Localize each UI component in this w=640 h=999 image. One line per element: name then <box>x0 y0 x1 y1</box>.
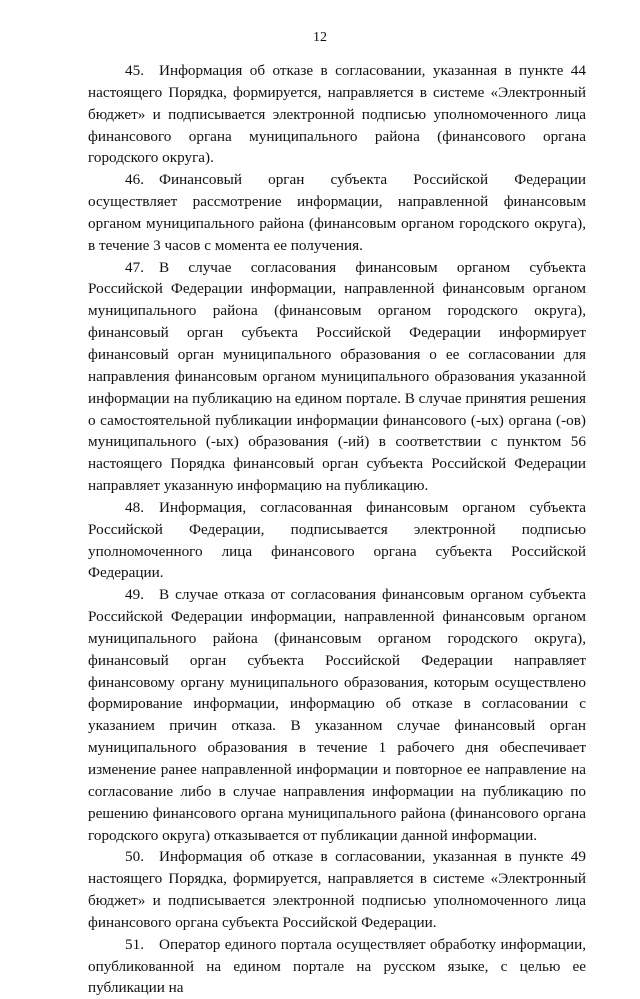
paragraph-text: Финансовый орган субъекта Российской Федерации осуществляет рассмотрение информации, направленной финансовым органом муниципального района (финансовым органом городского округа), в течение 3 часов с момента ее получения. <box>88 171 586 254</box>
paragraph-49 <box>88 584 586 846</box>
paragraph-text: Информация об отказе в согласовании, указанная в пункте 44 настоящего Порядка, формируется, направляется в системе «Электронный бюджет» и подписывается электронной подписью уполномоченного лица финансового органа муниципального района (финансового органа городского округа). <box>88 62 586 167</box>
paragraph-number: 49. <box>125 586 144 604</box>
paragraph-number: 51. <box>125 935 144 953</box>
paragraph-number: 47. <box>125 258 144 276</box>
paragraph-text: В случае согласования финансовым органом субъекта Российской Федерации информации, направленной финансовым органом муниципального района (финансовым органом городского округа), финансовый орган субъекта Российской Федерации информирует финансовый орган муниципального образования о ее согласовании для направления финансовым органом муниципального образования указанной информации на публикацию на едином портале. В случае принятия решения о самостоятельной публикации информации финансового (-ых) органа (-ов) муниципального (-ых) образования (-ий) в соответствии с пунктом 56 настоящего Порядка финансовый орган субъекта Российской Федерации направляет указанную информацию на публикацию. <box>88 258 586 495</box>
document-body <box>88 60 586 999</box>
paragraph-50 <box>88 846 586 933</box>
paragraph-45 <box>88 60 586 169</box>
paragraph-number: 45. <box>125 62 144 79</box>
paragraph-47 <box>88 257 586 497</box>
paragraph-number: 46. <box>125 171 144 189</box>
paragraph-text: Оператор единого портала осуществляет обработку информации, опубликованной на едином портале на русском языке, с целью ее публикации на <box>88 935 586 997</box>
paragraph-text: Информация, согласованная финансовым органом субъекта Российской Федерации, подписывается электронной подписью уполномоченного лица финансового органа субъекта Российской Федерации. <box>88 498 586 582</box>
paragraph-51 <box>88 934 586 999</box>
paragraph-text: Информация об отказе в согласовании, указанная в пункте 49 настоящего Порядка, формируется, направляется в системе «Электронный бюджет» и подписывается электронной подписью уполномоченного лица финансового органа субъекта Российской Федерации. <box>88 848 586 931</box>
paragraph-46 <box>88 169 586 256</box>
page-number: 12 <box>313 30 327 45</box>
paragraph-48 <box>88 497 586 584</box>
paragraph-text: В случае отказа от согласования финансовым органом субъекта Российской Федерации информации, направленной финансовым органом муниципального района (финансовым органом городского округа), финансовый орган субъекта Российской Федерации направляет финансовому органу муниципального образования, которым осуществлено формирование информации, информацию об отказе в согласовании с указанием причин отказа. В указанном случае финансовый орган муниципального образования в течение 1 рабочего дня обеспечивает изменение ранее направленной информации и повторное ее направление на согласование либо в случае направления информации на публикацию по решению финансового органа муниципального района (финансового органа городского округа) отказывается от публикации данной информации. <box>88 586 586 844</box>
paragraph-number: 48. <box>125 498 144 516</box>
paragraph-number: 50. <box>125 848 144 866</box>
